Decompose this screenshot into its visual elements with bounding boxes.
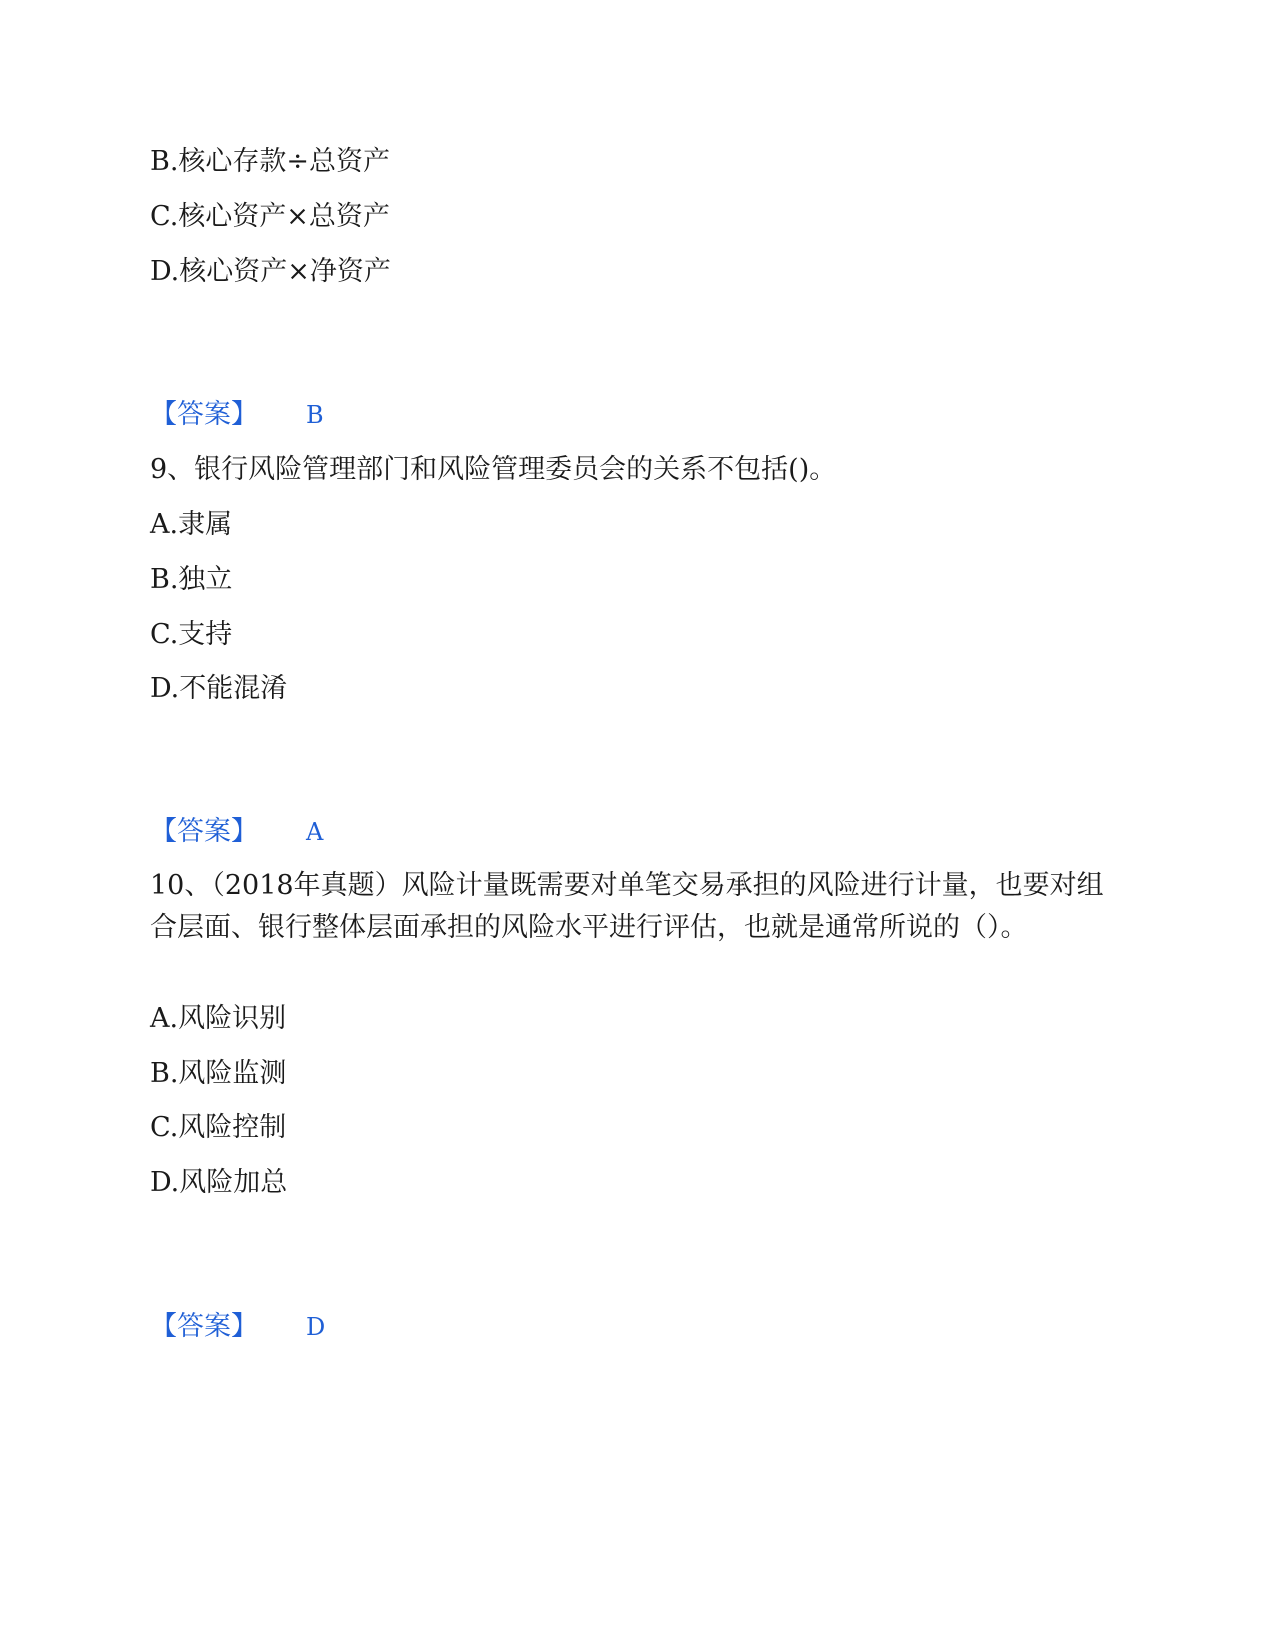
- q8-option-d: D.核心资产×净资产: [150, 256, 391, 287]
- q9-answer: [150, 815, 323, 849]
- q9-option-c: C.支持: [150, 619, 233, 650]
- q10-answer-label: 【答案】: [150, 1311, 258, 1342]
- q8-answer-label: 【答案】: [150, 399, 258, 430]
- q9-answer-value: A: [306, 818, 324, 846]
- q10-answer: [150, 1310, 325, 1344]
- q10-option-c: C.风险控制: [150, 1112, 287, 1143]
- q8-option-c: C.核心资产×总资产: [150, 201, 390, 232]
- q10-answer-value: D: [306, 1313, 326, 1341]
- q9-answer-label: 【答案】: [150, 816, 258, 847]
- q9-option-a: A.隶属: [150, 509, 233, 540]
- q10-question: 10、（2018年真题）风险计量既需要对单笔交易承担的风险进行计量，也要对组合层面、银行整体层面承担的风险水平进行评估，也就是通常所说的（）。: [150, 870, 1104, 943]
- q8-answer-value: B: [306, 401, 324, 429]
- q10-option-d: D.风险加总: [150, 1167, 288, 1198]
- q9-option-b: B.独立: [150, 564, 233, 595]
- q8-answer: [150, 398, 324, 432]
- q10-option-b: B.风险监测: [150, 1058, 287, 1089]
- q8-option-b: B.核心存款÷总资产: [150, 146, 391, 177]
- q9-option-d: D.不能混淆: [150, 673, 288, 704]
- q10-option-a: A.风险识别: [150, 1003, 287, 1034]
- q9-question: 9、银行风险管理部门和风险管理委员会的关系不包括()。: [150, 454, 837, 485]
